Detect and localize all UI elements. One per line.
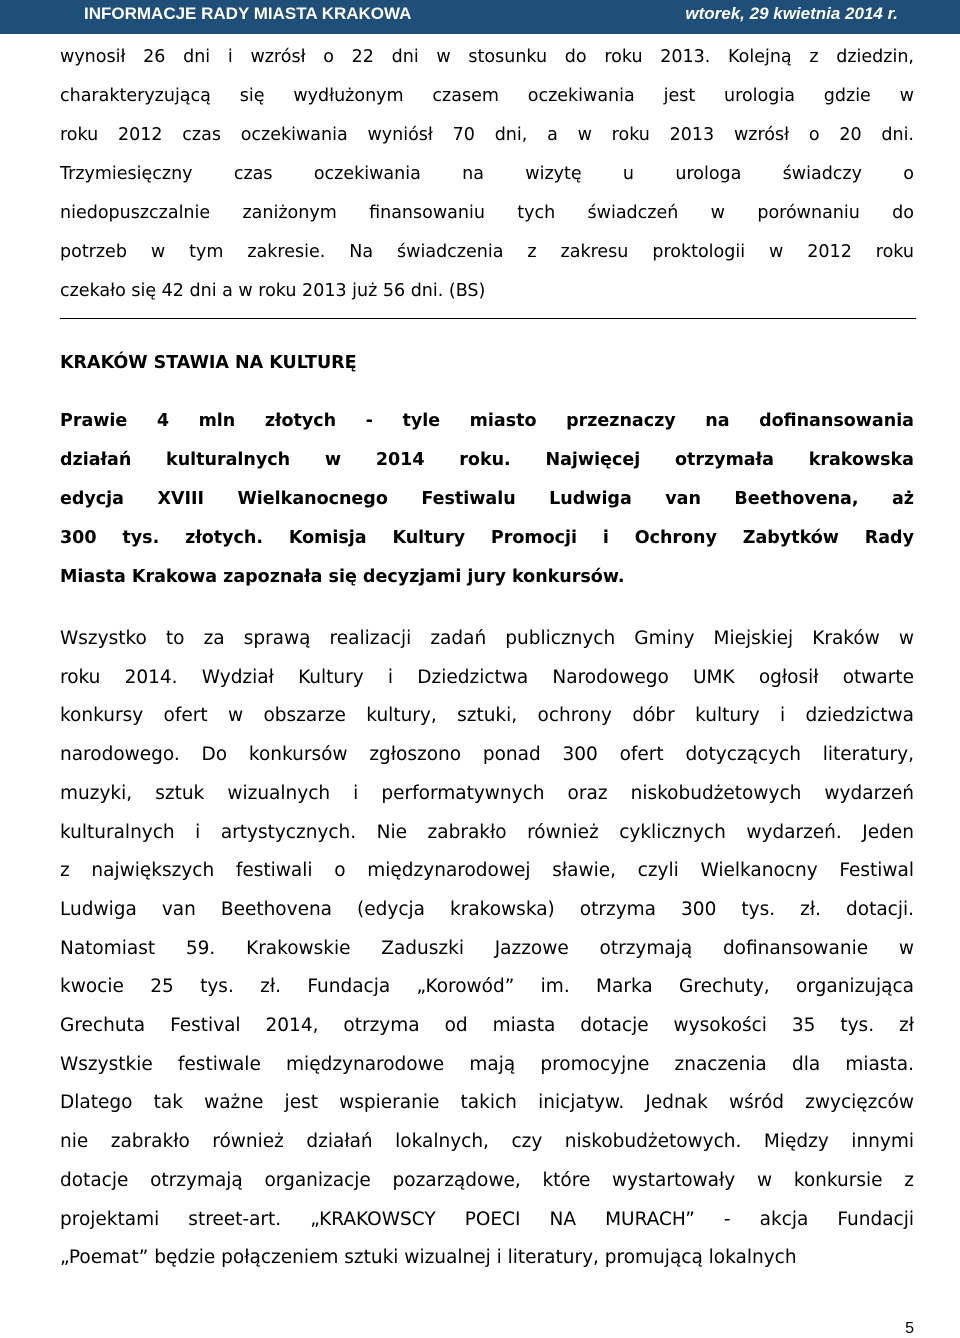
text-line: „Poemat” będzie połączeniem sztuki wizualnej i literatury, promującą lokalnych	[60, 1247, 797, 1269]
text-line: roku 2014. Wydział Kultury i Dziedzictwa Narodowego UMK ogłosił otwarte	[60, 666, 914, 688]
header-title: INFORMACJE RADY MIASTA KRAKOWA	[84, 4, 412, 23]
lead-line: Prawie 4 mln złotych - tyle miasto przeznaczy na dofinansowania	[60, 411, 914, 431]
text-line: Dlatego tak ważne jest wspieranie takich inicjatyw. Jednak wśród zwycięzców	[60, 1092, 914, 1114]
text-line: muzyki, sztuk wizualnych i performatywnych oraz niskobudżetowych wydarzeń	[60, 782, 914, 804]
text-line: Natomiast 59. Krakowskie Zaduszki Jazzowe otrzymają dofinansowanie w	[60, 937, 914, 959]
text-line: z największych festiwali o międzynarodowej sławie, czyli Wielkanocny Festiwal	[60, 860, 914, 882]
lead-line: 300 tys. złotych. Komisja Kultury Promocji i Ochrony Zabytków Rady	[60, 528, 914, 548]
text-line: dotacje otrzymają organizacje pozarządowe, które wystartowały w konkursie z	[60, 1169, 914, 1191]
section-divider	[60, 318, 916, 319]
text-line: roku 2012 czas oczekiwania wyniósł 70 dni, a w roku 2013 wzrósł o 20 dni.	[60, 125, 914, 145]
text-line: Wszystko to za sprawą realizacji zadań publicznych Gminy Miejskiej Kraków w	[60, 628, 914, 649]
lead-line: Miasta Krakowa zapoznała się decyzjami jury konkursów.	[60, 567, 625, 587]
text-line: wynosił 26 dni i wzrósł o 22 dni w stosunku do roku 2013. Kolejną z dziedzin,	[60, 47, 914, 67]
text-line: projektami street-art. „KRAKOWSCY POECI NA MURACH” - akcja Fundacji	[60, 1208, 914, 1230]
text-line: czekało się 42 dni a w roku 2013 już 56 dni. (BS)	[60, 281, 486, 301]
text-line: kwocie 25 tys. zł. Fundacja „Korowód” im. Marka Grechuty, organizująca	[60, 976, 914, 998]
text-line: konkursy ofert w obszarze kultury, sztuki, ochrony dóbr kultury i dziedzictwa	[60, 705, 914, 727]
header-date: wtorek, 29 kwietnia 2014 r.	[685, 4, 898, 23]
text-line: niedopuszczalnie zaniżonym finansowaniu tych świadczeń w porównaniu do	[60, 203, 914, 223]
lead-line: edycja XVIII Wielkanocnego Festiwalu Ludwiga van Beethovena, aż	[60, 489, 914, 509]
text-line: kulturalnych i artystycznych. Nie zabrakło również cyklicznych wydarzeń. Jeden	[60, 821, 914, 843]
article-heading: KRAKÓW STAWIA NA KULTURĘ	[60, 353, 357, 373]
lead-line: działań kulturalnych w 2014 roku. Najwięcej otrzymała krakowska	[60, 450, 914, 470]
page-number: 5	[905, 1320, 914, 1337]
text-line: Grechuta Festival 2014, otrzyma od miasta dotacje wysokości 35 tys. zł	[60, 1015, 914, 1037]
text-line: Ludwiga van Beethovena (edycja krakowska) otrzyma 300 tys. zł. dotacji.	[60, 898, 914, 920]
text-line: potrzeb w tym zakresie. Na świadczenia z zakresu proktologii w 2012 roku	[60, 242, 914, 262]
article-lead	[60, 402, 914, 597]
text-line: Trzymiesięczny czas oczekiwania na wizytę u urologa świadczy o	[60, 164, 914, 184]
text-line: charakteryzującą się wydłużonym czasem oczekiwania jest urologia gdzie w	[60, 86, 914, 106]
text-line: Wszystkie festiwale międzynarodowe mają promocyjne znaczenia dla miasta.	[60, 1053, 914, 1075]
page-header	[0, 0, 960, 34]
paragraph-urology	[60, 38, 914, 311]
article-body	[60, 620, 914, 1278]
text-line: narodowego. Do konkursów zgłoszono ponad 300 ofert dotyczących literatury,	[60, 744, 914, 766]
text-line: nie zabrakło również działań lokalnych, czy niskobudżetowych. Między innymi	[60, 1131, 914, 1153]
